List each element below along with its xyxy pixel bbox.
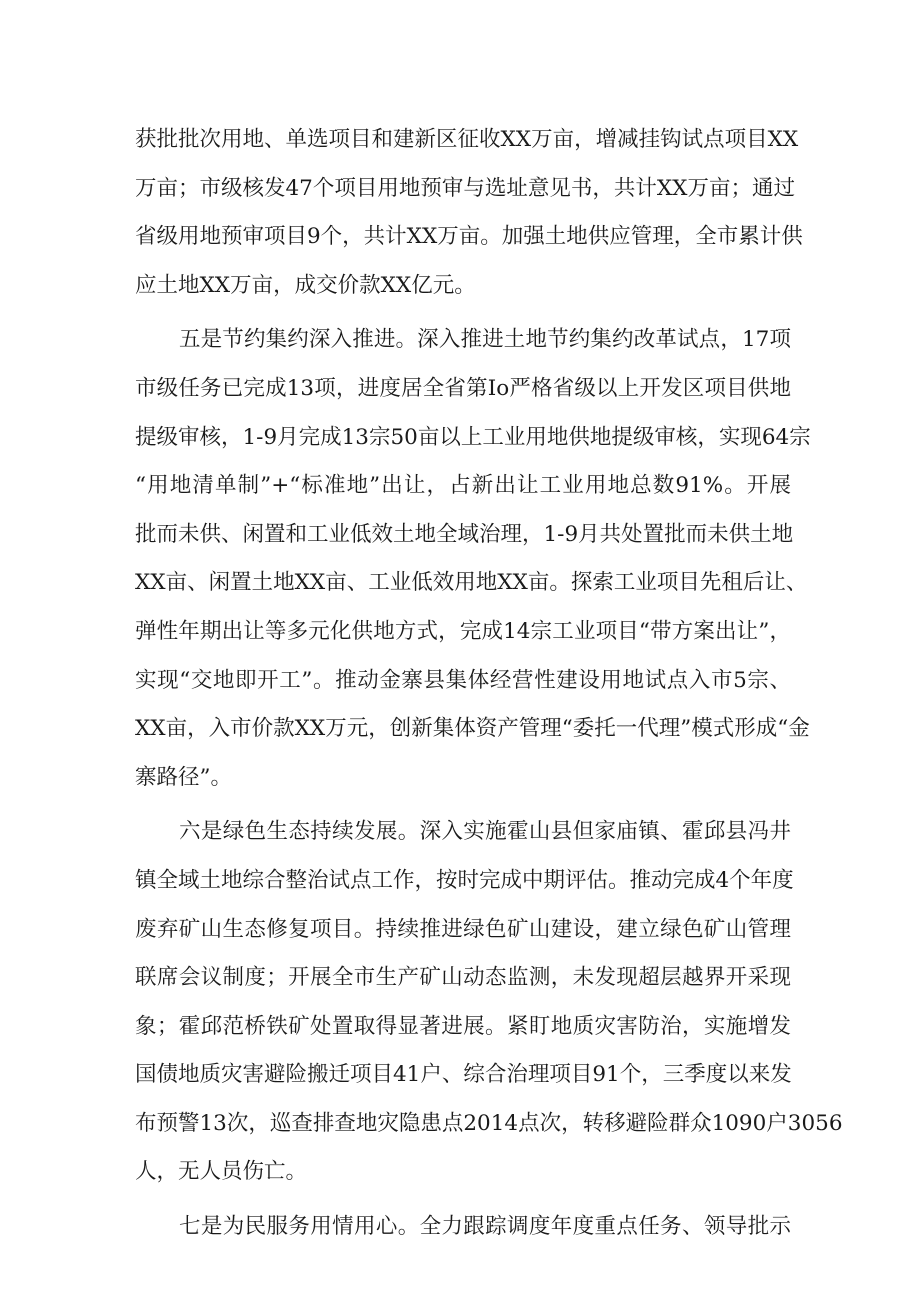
text-line: 市级任务已完成13项，进度居全省第Io严格省级以上开发区项目供地	[135, 375, 791, 401]
text-line: XX亩、闲置土地XX亩、工业低效用地XX亩。探索工业项目先租后让、	[135, 570, 808, 596]
text-line: 国债地质灾害避险搬迁项目41户、综合治理项目91个，三季度以来发	[135, 1062, 792, 1088]
text-line: 实现“交地即开工”。推动金寨县集体经营性建设用地试点入市5宗、	[135, 667, 791, 693]
text-line: 人，无人员伤亡。	[135, 1159, 308, 1185]
text-line: 省级用地预审项目9个，共计XX万亩。加强土地供应管理，全市累计供	[135, 224, 803, 250]
text-line: 七是为民服务用情用心。全力跟踪调度年度重点任务、领导批示	[179, 1214, 791, 1240]
document-body	[135, 116, 843, 1252]
paragraph-public-service	[135, 1203, 791, 1252]
text-line: 象；霍邱范桥铁矿处置取得显著进展。紧盯地质灾害防治，实施增发	[135, 1013, 791, 1039]
paragraph-land-conservation	[135, 316, 811, 802]
text-line: XX亩，入市价款XX万元，创新集体资产管理“委托一代理”模式形成“金	[135, 716, 810, 742]
text-line: 废弃矿山生态修复项目。持续推进绿色矿山建设，建立绿色矿山管理	[135, 916, 791, 942]
text-line: 五是节约集约深入推进。深入推进土地节约集约改革试点，17项	[179, 327, 791, 353]
text-line: 获批批次用地、单选项目和建新区征收XX万亩，增减挂钩试点项目XX	[135, 127, 799, 152]
text-line: 批而未供、闲置和工业低效土地全域治理，1-9月共处置批而未供土地	[135, 521, 794, 547]
text-line: 六是绿色生态持续发展。深入实施霍山县但家庙镇、霍邱县冯井	[179, 819, 791, 845]
paragraph-land-approval	[135, 116, 803, 310]
text-line: 弹性年期出让等多元化供地方式，完成14宗工业项目“带方案出让”，	[135, 618, 791, 644]
text-line: 提级审核，1-9月完成13宗50亩以上工业用地供地提级审核，实现64宗	[135, 424, 811, 450]
text-line: 布预警13次，巡查排查地灾隐患点2014点次，转移避险群众1090户3056	[135, 1110, 843, 1136]
text-line: 应土地XX万亩，成交价款XX亿元。	[135, 272, 476, 298]
paragraph-green-ecology	[135, 808, 843, 1197]
text-line: 镇全域土地综合整治试点工作，按时完成中期评估。推动完成4个年度	[135, 867, 794, 893]
text-line: 万亩；市级核发47个项目用地预审与选址意见书，共计XX万亩；通过	[135, 175, 795, 201]
text-line: 联席会议制度；开展全市生产矿山动态监测，未发现超层越界开采现	[135, 965, 791, 991]
text-line: 寨路径”。	[135, 764, 232, 790]
text-line: “用地清单制”+“标准地”出让，占新出让工业用地总数91%。开展	[135, 473, 791, 499]
